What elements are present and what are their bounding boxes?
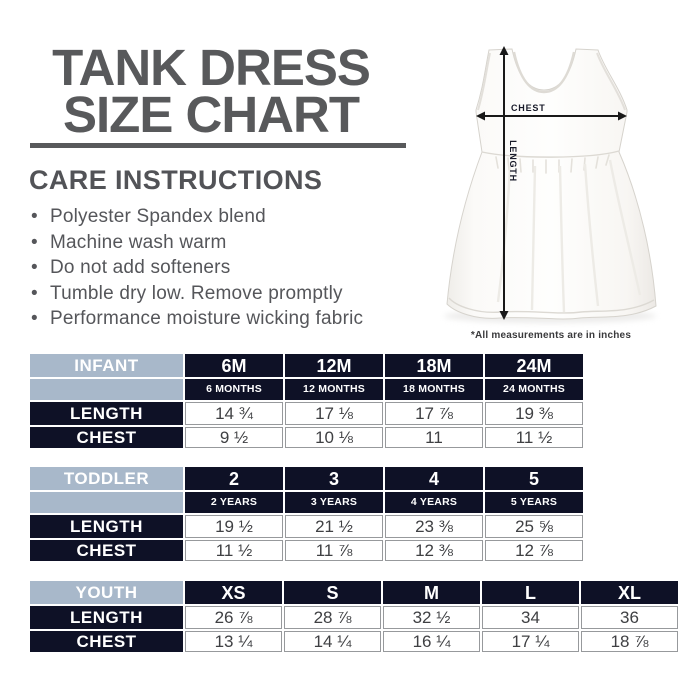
measure-value-cell: 11 — [385, 427, 483, 448]
bullet-icon: • — [31, 257, 38, 278]
size-code-cell: 4 — [385, 467, 483, 490]
group-header-spacer — [30, 492, 183, 513]
measure-value-cell: 11 ⅞ — [285, 540, 383, 561]
size-name-cell: 6 MONTHS — [185, 379, 283, 400]
bullet-icon: • — [31, 206, 38, 227]
measure-value-cell: 19 ½ — [185, 515, 283, 538]
measure-value-cell: 13 ¼ — [185, 631, 282, 652]
size-name-cell: 3 YEARS — [285, 492, 383, 513]
measure-row-label: LENGTH — [30, 606, 183, 629]
care-item-text: Polyester Spandex blend — [50, 206, 266, 227]
group-header-infant: INFANT — [30, 354, 183, 377]
size-name-cell: 24 MONTHS — [485, 379, 583, 400]
measure-value-cell: 14 ¼ — [284, 631, 381, 652]
bullet-icon: • — [31, 231, 38, 253]
measurements-note: *All measurements are in inches — [470, 330, 632, 341]
title-divider-rule — [30, 143, 406, 148]
size-name-cell: 18 MONTHS — [385, 379, 483, 400]
measure-value-cell: 16 ¼ — [383, 631, 480, 652]
size-code-cell: 3 — [285, 467, 383, 490]
care-instructions-heading: CARE INSTRUCTIONS — [29, 165, 323, 195]
tank-dress-illustration — [440, 40, 666, 328]
size-code-cell: 24M — [485, 354, 583, 377]
size-name-cell: 12 MONTHS — [285, 379, 383, 400]
measure-value-cell: 10 ⅛ — [285, 427, 383, 448]
size-code-cell: XS — [185, 581, 282, 604]
page-title — [26, 39, 396, 143]
measure-value-cell: 21 ½ — [285, 515, 383, 538]
measure-row-label: CHEST — [30, 540, 183, 561]
bullet-icon: • — [31, 308, 38, 329]
measure-value-cell: 17 ¼ — [482, 631, 579, 652]
care-list — [31, 204, 421, 332]
measure-value-cell: 32 ½ — [383, 606, 480, 629]
group-header-toddler: TODDLER — [30, 467, 183, 490]
measure-value-cell: 19 ⅜ — [485, 402, 583, 425]
chest-label: CHEST — [511, 103, 546, 113]
care-item-text: Tumble dry low. Remove promptly — [50, 282, 343, 304]
page-title-line-1: TANK DRESS — [52, 39, 370, 96]
group-header-youth: YOUTH — [30, 581, 183, 604]
care-item — [31, 306, 421, 332]
size-table-infant — [28, 352, 585, 450]
measure-value-cell: 14 ¾ — [185, 402, 283, 425]
measure-value-cell: 23 ⅜ — [385, 515, 483, 538]
measure-value-cell: 34 — [482, 606, 579, 629]
page-title-line-2: SIZE CHART — [63, 86, 359, 143]
measure-value-cell: 36 — [581, 606, 678, 629]
care-item — [31, 204, 421, 230]
measure-value-cell: 17 ⅞ — [385, 402, 483, 425]
measure-value-cell: 11 ½ — [185, 540, 283, 561]
size-name-cell: 5 YEARS — [485, 492, 583, 513]
size-table-toddler — [28, 465, 585, 563]
measure-value-cell: 25 ⅝ — [485, 515, 583, 538]
size-code-cell: L — [482, 581, 579, 604]
size-code-cell: 12M — [285, 354, 383, 377]
care-item-text: Machine wash warm — [50, 231, 227, 253]
care-item — [31, 230, 421, 256]
measure-value-cell: 12 ⅞ — [485, 540, 583, 561]
measure-value-cell: 9 ½ — [185, 427, 283, 448]
size-code-cell: S — [284, 581, 381, 604]
care-item — [31, 281, 421, 307]
size-code-cell: XL — [581, 581, 678, 604]
group-header-spacer — [30, 379, 183, 400]
measure-value-cell: 28 ⅞ — [284, 606, 381, 629]
size-code-cell: 5 — [485, 467, 583, 490]
measure-value-cell: 17 ⅛ — [285, 402, 383, 425]
size-name-cell: 2 YEARS — [185, 492, 283, 513]
measure-value-cell: 18 ⅞ — [581, 631, 678, 652]
measure-value-cell: 11 ½ — [485, 427, 583, 448]
care-item — [31, 255, 421, 281]
measure-row-label: CHEST — [30, 631, 183, 652]
size-code-cell: 2 — [185, 467, 283, 490]
bullet-icon: • — [31, 282, 38, 304]
length-label: LENGTH — [508, 140, 518, 182]
care-item-text: Performance moisture wicking fabric — [50, 308, 364, 329]
size-table-youth — [28, 579, 680, 654]
size-code-cell: 6M — [185, 354, 283, 377]
measure-value-cell: 26 ⅞ — [185, 606, 282, 629]
measure-row-label: LENGTH — [30, 402, 183, 425]
measure-row-label: CHEST — [30, 427, 183, 448]
measure-value-cell: 12 ⅜ — [385, 540, 483, 561]
measure-row-label: LENGTH — [30, 515, 183, 538]
care-item-text: Do not add softeners — [50, 257, 231, 278]
size-name-cell: 4 YEARS — [385, 492, 483, 513]
dress-figure — [440, 40, 666, 328]
size-code-cell: 18M — [385, 354, 483, 377]
size-code-cell: M — [383, 581, 480, 604]
